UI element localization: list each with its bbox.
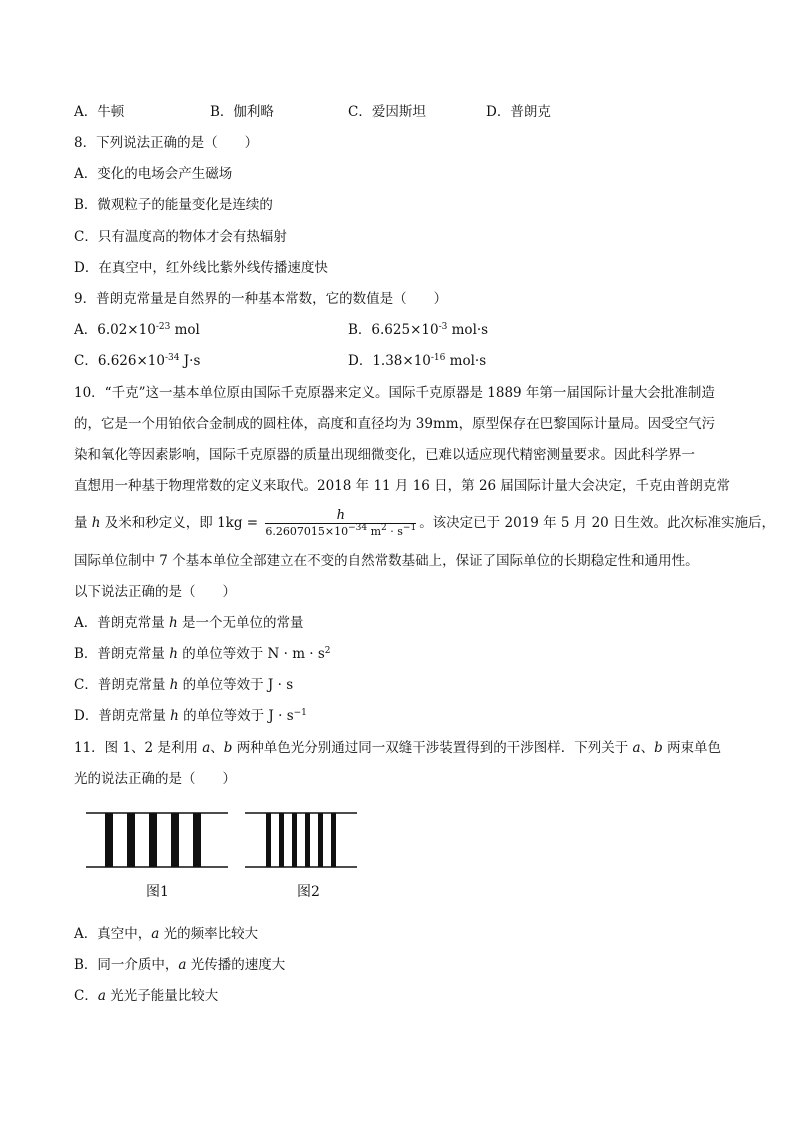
q10-option-d: D．普朗克常量 h 的单位等效于 $J \cdot s^{-1}$ xyxy=(74,708,307,724)
q9-option-b: B．$6.625\times 10^{-3}$ mol·s xyxy=(348,322,489,338)
q8-option-d: D．在真空中，红外线比紫外线传播速度快 xyxy=(74,260,328,276)
q10-line-7: 以下说法正确的是（ ） xyxy=(74,584,236,600)
q10-line-6: 国际单位制中 7 个基本单位全部建立在不变的自然常数基础上，保证了国际单位的长期稳定性和通用性。 xyxy=(74,553,699,569)
q10-line-4: 直想用一种基于物理常数的定义来取代。2018 年 11 月 16 日，第 26 届国际计量大会决定，千克由普朗克常 xyxy=(74,478,730,494)
figure-1-caption: 图1 xyxy=(146,884,169,900)
q11-line-1: 11．图 1、2 是利用 a、b 两种单色光分别通过同一双缝干涉装置得到的干涉图样．下列关于 a、b 两束单色 xyxy=(74,740,722,756)
q10-line-2: 的，它是一个用铂依合金制成的圆柱体，高度和直径均为 39mm，原型保存在巴黎国际计量局。因受空气污 xyxy=(74,416,716,432)
q8-option-b: B．微观粒子的能量变化是连续的 xyxy=(74,197,273,213)
kilogram-definition-fraction: $\frac{h}{6.2607015\times 10^{-34} m^2 \cdot s^{-1}}$ xyxy=(265,508,417,538)
planck-symbol: h xyxy=(91,515,101,531)
q10-line-1: 10．“千克”这一基本单位原由国际千克原器来定义。国际千克原器是 1889 年第一届国际计量大会批准制造 xyxy=(74,385,715,401)
interference-pattern-figure-2 xyxy=(245,812,357,870)
q9-option-d: D．$1.38\times 10^{-16}$ mol·s xyxy=(348,353,487,369)
interference-pattern-figure-1 xyxy=(86,812,228,870)
q9-stem: 9．普朗克常量是自然界的一种基本常数，它的数值是（ ） xyxy=(74,291,448,307)
q11-option-b: B．同一介质中，a 光传播的速度大 xyxy=(74,957,286,973)
figure-2-caption: 图2 xyxy=(297,884,320,900)
q7-option-a: A．牛顿 xyxy=(74,104,125,120)
q7-option-b: B．伽利略 xyxy=(210,104,274,120)
q8-stem: 8．下列说法正确的是（ ） xyxy=(74,135,259,151)
q10-option-c: C．普朗克常量 h 的单位等效于 J · s xyxy=(74,677,294,693)
q10-option-a: A．普朗克常量 h 是一个无单位的常量 xyxy=(74,615,304,631)
q7-option-c: C．爱因斯坦 xyxy=(348,104,426,120)
q10-line-3: 染和氧化等因素影响，国际千克原器的质量出现细微变化，已难以适应现代精密测量要求。因此科学界一 xyxy=(74,447,695,463)
q10-line-5: 量 h 及米和秒定义，即 1kg = $\frac{h}{6.2607015\times 10^{-34} m^2 \cdot s^{-1}}$ 。该决定已于 2019 年 5 月 20 日生效。此次标准实施后， xyxy=(74,508,776,538)
q7-option-d: D．普朗克 xyxy=(486,104,551,120)
q8-option-a: A．变化的电场会产生磁场 xyxy=(74,166,233,182)
q8-option-c: C．只有温度高的物体才会有热辐射 xyxy=(74,229,287,245)
q11-option-a: A．真空中，a 光的频率比较大 xyxy=(74,926,259,942)
q9-option-c: C．$6.626\times 10^{-34}$ J·s xyxy=(74,353,201,369)
q11-option-c: C．a 光光子能量比较大 xyxy=(74,988,219,1004)
q11-line-2: 光的说法正确的是（ ） xyxy=(74,771,236,787)
q9-option-a: A．$6.02\times 10^{-23}$ mol xyxy=(74,322,200,338)
q10-option-b: B．普朗克常量 h 的单位等效于 $N \cdot m \cdot s^2$ xyxy=(74,646,331,662)
